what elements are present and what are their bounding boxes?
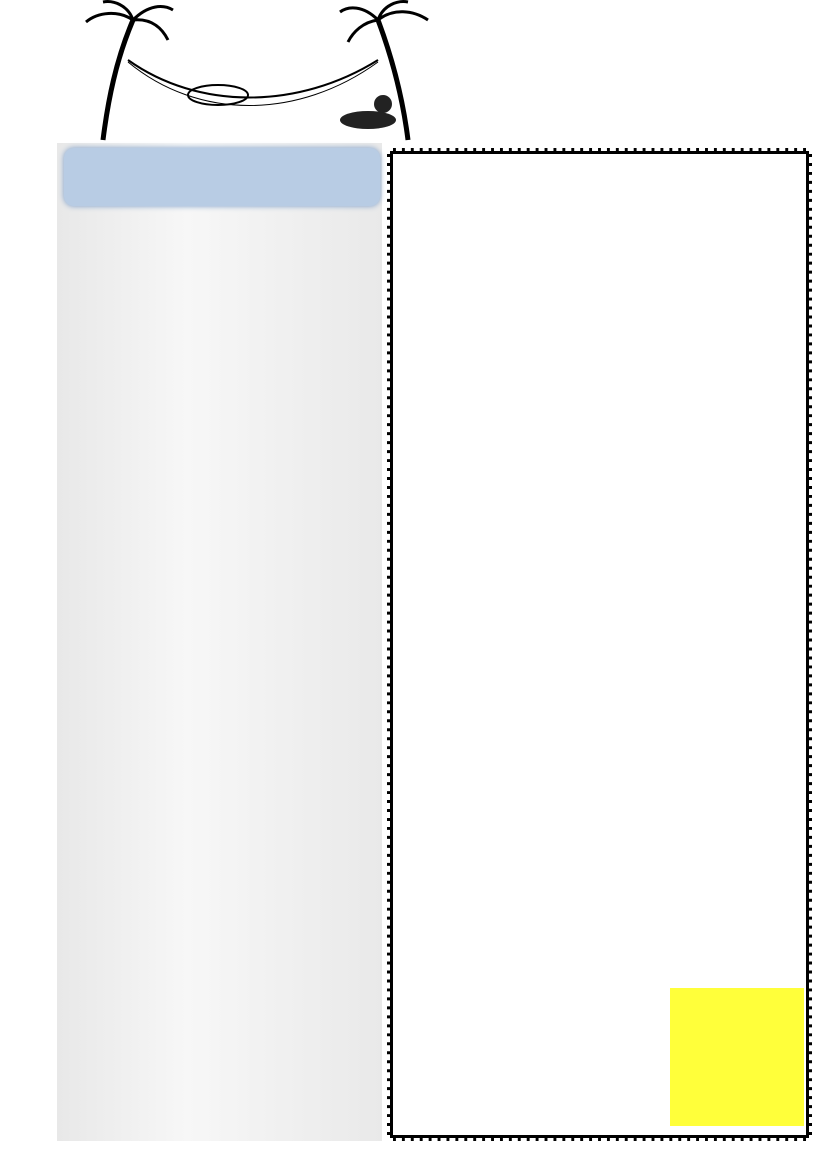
- exercise-panel: [57, 143, 382, 1141]
- word-bank: [64, 148, 380, 206]
- closing-task: [670, 988, 804, 1126]
- header-illustration: [78, 0, 448, 142]
- palm-hammock-illustration: [78, 0, 448, 142]
